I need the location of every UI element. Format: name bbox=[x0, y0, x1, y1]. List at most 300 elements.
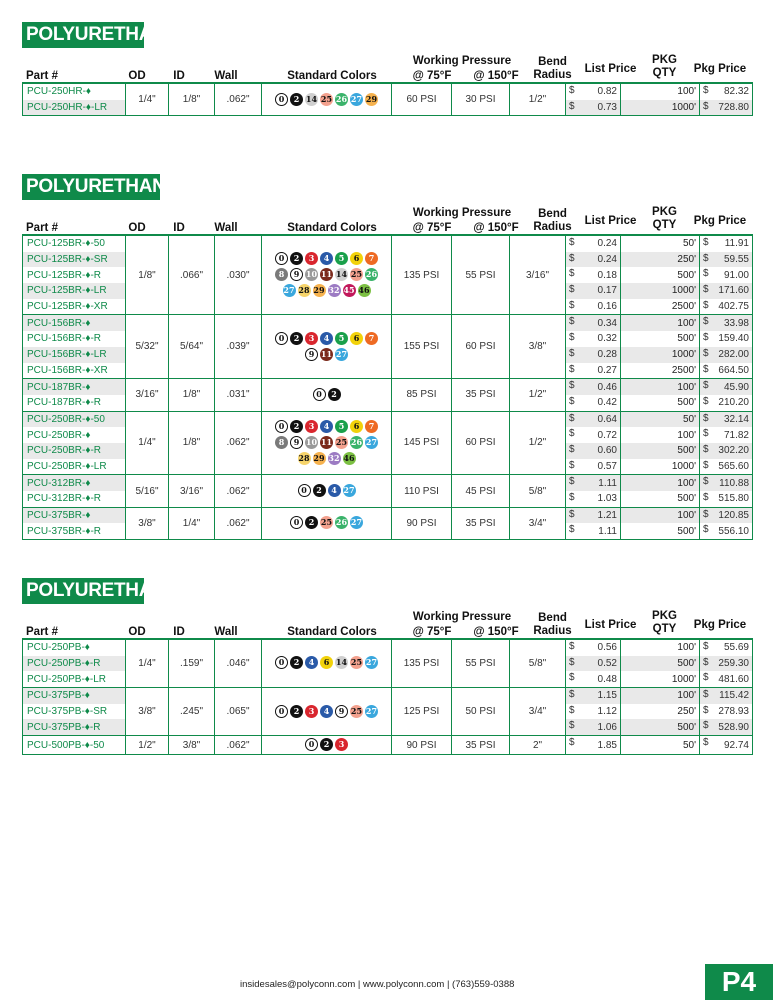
pkg-price bbox=[700, 347, 753, 363]
pkg-qty: 500' bbox=[621, 719, 700, 735]
list-price bbox=[566, 252, 621, 268]
color-swatch: 46 bbox=[343, 453, 355, 463]
p150-value: 60 PSI bbox=[452, 411, 510, 475]
header-pkg1: PKG bbox=[652, 206, 677, 218]
color-swatch: 0 bbox=[275, 332, 288, 345]
currency-symbol: $ bbox=[703, 656, 709, 668]
currency-symbol: $ bbox=[703, 412, 709, 424]
color-swatch: 6 bbox=[350, 332, 363, 345]
color-swatch-row bbox=[262, 452, 391, 466]
contact-footer: insidesales@polyconn.com | www.polyconn.com | (763)559-0388 bbox=[240, 979, 515, 990]
header-wp: Working Pressure bbox=[412, 611, 512, 623]
header-od: OD bbox=[128, 222, 146, 234]
color-swatch: 2 bbox=[305, 516, 318, 529]
table-row bbox=[23, 315, 753, 331]
product-table bbox=[22, 638, 753, 755]
pkg-qty: 1000' bbox=[621, 100, 700, 116]
currency-symbol: $ bbox=[703, 737, 709, 749]
pkg-price-value: 110.88 bbox=[719, 477, 749, 489]
p75-value: 85 PSI bbox=[392, 379, 452, 411]
pkg-qty: 1000' bbox=[621, 283, 700, 299]
list-price bbox=[566, 235, 621, 252]
part-number: PCU-250BR-♦-R bbox=[23, 443, 126, 459]
color-swatch: 7 bbox=[365, 420, 378, 433]
wall-value: .031" bbox=[215, 379, 262, 411]
list-price bbox=[566, 671, 621, 687]
list-price bbox=[566, 347, 621, 363]
currency-symbol: $ bbox=[569, 237, 575, 248]
standard-colors bbox=[262, 411, 392, 475]
color-swatch: 29 bbox=[313, 453, 325, 463]
wall-value: .065" bbox=[215, 688, 262, 736]
pkg-price-value: 91.00 bbox=[723, 269, 749, 281]
color-swatch: 14 bbox=[305, 93, 318, 104]
color-swatch: 0 bbox=[275, 420, 288, 433]
header-bend2: Radius bbox=[533, 625, 572, 637]
list-price-value: 0.73 bbox=[597, 102, 617, 114]
standard-colors bbox=[262, 315, 392, 379]
color-swatch: 5 bbox=[335, 420, 348, 433]
table-row bbox=[23, 379, 753, 395]
color-swatch-row bbox=[262, 738, 391, 752]
bend-value: 5/8" bbox=[510, 475, 566, 507]
color-swatch: 26 bbox=[335, 93, 348, 104]
table-row bbox=[23, 688, 753, 704]
list-price-value: 0.32 bbox=[597, 333, 617, 345]
pkg-price-value: 32.14 bbox=[723, 413, 749, 425]
color-swatch: 32 bbox=[328, 453, 340, 463]
pkg-qty: 1000' bbox=[621, 671, 700, 687]
color-swatch: 0 bbox=[275, 705, 288, 718]
id-value: .245" bbox=[169, 688, 215, 736]
pkg-price bbox=[700, 267, 753, 283]
table-row bbox=[23, 507, 753, 523]
pkg-qty: 100' bbox=[621, 639, 700, 656]
id-value: 1/4" bbox=[169, 507, 215, 539]
list-price-value: 0.24 bbox=[597, 238, 617, 250]
pkg-qty: 500' bbox=[621, 656, 700, 672]
standard-colors bbox=[262, 475, 392, 507]
currency-symbol: $ bbox=[703, 85, 709, 96]
p150-value: 35 PSI bbox=[452, 507, 510, 539]
color-swatch: 6 bbox=[350, 252, 363, 265]
header-bend1: Bend bbox=[538, 612, 567, 624]
currency-symbol: $ bbox=[569, 395, 575, 407]
currency-symbol: $ bbox=[569, 85, 575, 96]
list-price bbox=[566, 315, 621, 331]
pkg-price-value: 282.00 bbox=[718, 349, 749, 361]
p150-value: 30 PSI bbox=[452, 83, 510, 116]
header-pkg1: PKG bbox=[652, 54, 677, 66]
color-swatch-row bbox=[262, 484, 391, 498]
currency-symbol: $ bbox=[569, 347, 575, 359]
pkg-price-value: 664.50 bbox=[718, 364, 749, 376]
pkg-qty: 50' bbox=[621, 411, 700, 427]
pkg-price bbox=[700, 83, 753, 100]
pkg-price-value: 171.60 bbox=[718, 285, 749, 297]
currency-symbol: $ bbox=[703, 492, 709, 503]
pkg-qty: 500' bbox=[621, 395, 700, 411]
header-colors: Standard Colors bbox=[287, 222, 377, 234]
currency-symbol: $ bbox=[703, 443, 709, 455]
header-part: Part # bbox=[26, 626, 58, 638]
color-swatch: 45 bbox=[343, 285, 355, 296]
currency-symbol: $ bbox=[569, 508, 575, 520]
list-price-value: 0.57 bbox=[597, 460, 617, 472]
color-swatch: 25 bbox=[350, 705, 363, 716]
list-price-value: 0.34 bbox=[597, 317, 617, 329]
part-number: PCU-187BR-♦ bbox=[23, 379, 126, 395]
id-value: 3/8" bbox=[169, 736, 215, 755]
pkg-price bbox=[700, 704, 753, 720]
pkg-qty: 1000' bbox=[621, 459, 700, 475]
list-price bbox=[566, 704, 621, 720]
currency-symbol: $ bbox=[569, 268, 575, 280]
color-swatch: 0 bbox=[275, 93, 288, 106]
part-number: PCU-250BR-♦-LR bbox=[23, 459, 126, 475]
currency-symbol: $ bbox=[569, 316, 575, 328]
standard-colors bbox=[262, 639, 392, 688]
header-part: Part # bbox=[26, 222, 58, 234]
header-colors: Standard Colors bbox=[287, 626, 377, 638]
list-price-value: 0.24 bbox=[597, 254, 617, 266]
color-swatch: 25 bbox=[320, 93, 333, 104]
currency-symbol: $ bbox=[569, 672, 575, 684]
pkg-price-value: 115.42 bbox=[719, 690, 749, 702]
pkg-qty: 50' bbox=[621, 736, 700, 755]
currency-symbol: $ bbox=[569, 363, 575, 375]
pkg-price bbox=[700, 100, 753, 116]
part-number: PCU-312BR-♦ bbox=[23, 475, 126, 491]
list-price-value: 1.12 bbox=[597, 706, 617, 718]
page-number-tag: P4 bbox=[705, 964, 773, 1000]
color-swatch: 27 bbox=[283, 285, 295, 296]
color-swatch: 27 bbox=[343, 484, 355, 495]
color-swatch: 4 bbox=[320, 420, 333, 433]
color-swatch: 27 bbox=[365, 657, 378, 668]
list-price-value: 0.64 bbox=[597, 413, 617, 425]
header-bend2: Radius bbox=[533, 221, 572, 233]
pkg-price bbox=[700, 299, 753, 315]
currency-symbol: $ bbox=[569, 299, 575, 311]
header-pkg1: PKG bbox=[652, 610, 677, 622]
p75-value: 60 PSI bbox=[392, 83, 452, 116]
color-swatch: 3 bbox=[335, 738, 348, 751]
pkg-price-value: 210.20 bbox=[718, 397, 749, 409]
header-t75: @ 75°F bbox=[412, 222, 452, 234]
color-swatch: 3 bbox=[305, 420, 318, 433]
pkg-price bbox=[700, 459, 753, 475]
currency-symbol: $ bbox=[703, 459, 709, 471]
currency-symbol: $ bbox=[569, 656, 575, 668]
currency-symbol: $ bbox=[703, 524, 709, 536]
currency-symbol: $ bbox=[703, 284, 709, 296]
pkg-price bbox=[700, 475, 753, 491]
list-price-value: 1.85 bbox=[597, 739, 617, 751]
header-list: List Price bbox=[584, 619, 637, 631]
header-pkg2: QTY bbox=[652, 623, 677, 635]
color-swatch: 0 bbox=[298, 484, 311, 497]
list-price bbox=[566, 100, 621, 116]
color-swatch-row bbox=[262, 332, 391, 346]
part-number: PCU-375BR-♦-R bbox=[23, 523, 126, 539]
p75-value: 125 PSI bbox=[392, 688, 452, 736]
color-swatch: 27 bbox=[365, 705, 378, 716]
table-row bbox=[23, 475, 753, 491]
pkg-price-value: 259.30 bbox=[718, 658, 749, 670]
standard-colors bbox=[262, 688, 392, 736]
currency-symbol: $ bbox=[569, 476, 575, 488]
bend-value: 3/8" bbox=[510, 315, 566, 379]
pkg-price-value: 302.20 bbox=[718, 445, 749, 457]
color-swatch: 25 bbox=[350, 269, 363, 280]
product-table bbox=[22, 82, 753, 116]
color-swatch: 8 bbox=[275, 436, 288, 449]
part-number: PCU-125BR-♦-SR bbox=[23, 252, 126, 268]
color-swatch: 0 bbox=[305, 738, 318, 751]
table-row bbox=[23, 83, 753, 100]
color-swatch: 26 bbox=[365, 269, 378, 280]
list-price-value: 1.11 bbox=[598, 525, 617, 537]
pkg-price bbox=[700, 671, 753, 687]
pkg-qty: 500' bbox=[621, 491, 700, 507]
list-price-value: 0.82 bbox=[597, 86, 617, 98]
part-number: PCU-250PB-♦ bbox=[23, 639, 126, 656]
bend-value: 2" bbox=[510, 736, 566, 755]
table-row bbox=[23, 235, 753, 252]
currency-symbol: $ bbox=[703, 363, 709, 375]
color-swatch: 2 bbox=[290, 656, 303, 669]
part-number: PCU-250PB-♦-LR bbox=[23, 671, 126, 687]
color-swatch: 7 bbox=[365, 332, 378, 345]
color-swatch: 3 bbox=[305, 252, 318, 265]
list-price bbox=[566, 475, 621, 491]
pkg-price bbox=[700, 427, 753, 443]
p150-value: 50 PSI bbox=[452, 688, 510, 736]
color-swatch: 26 bbox=[350, 436, 363, 447]
color-swatch-row bbox=[262, 388, 391, 402]
header-pkgprice: Pkg Price bbox=[693, 63, 747, 75]
color-swatch: 9 bbox=[290, 268, 303, 281]
currency-symbol: $ bbox=[703, 672, 709, 684]
wall-value: .062" bbox=[215, 736, 262, 755]
table-row bbox=[23, 736, 753, 755]
part-number: PCU-375PB-♦ bbox=[23, 688, 126, 704]
od-value: 3/8" bbox=[126, 507, 169, 539]
list-price-value: 1.11 bbox=[598, 477, 617, 489]
pkg-qty: 250' bbox=[621, 704, 700, 720]
currency-symbol: $ bbox=[703, 380, 709, 392]
currency-symbol: $ bbox=[569, 428, 575, 440]
part-number: PCU-312BR-♦-R bbox=[23, 491, 126, 507]
wall-value: .062" bbox=[215, 475, 262, 507]
p150-value: 35 PSI bbox=[452, 379, 510, 411]
pkg-qty: 2500' bbox=[621, 299, 700, 315]
currency-symbol: $ bbox=[569, 332, 575, 344]
currency-symbol: $ bbox=[703, 316, 709, 328]
p75-value: 135 PSI bbox=[392, 639, 452, 688]
color-swatch: 2 bbox=[290, 332, 303, 345]
header-id: ID bbox=[173, 70, 185, 82]
currency-symbol: $ bbox=[569, 100, 575, 112]
color-swatch: 3 bbox=[305, 705, 318, 718]
pkg-qty: 100' bbox=[621, 427, 700, 443]
color-swatch: 25 bbox=[335, 436, 348, 447]
color-swatch: 2 bbox=[290, 252, 303, 265]
wall-value: .039" bbox=[215, 315, 262, 379]
currency-symbol: $ bbox=[569, 492, 575, 503]
table-row bbox=[23, 411, 753, 427]
part-number: PCU-375BR-♦ bbox=[23, 507, 126, 523]
standard-colors bbox=[262, 379, 392, 411]
list-price bbox=[566, 267, 621, 283]
color-swatch-row bbox=[262, 420, 391, 434]
wall-value: .046" bbox=[215, 639, 262, 688]
color-swatch: 10 bbox=[305, 269, 318, 280]
pkg-price-value: 55.69 bbox=[723, 642, 749, 654]
currency-symbol: $ bbox=[703, 428, 709, 440]
color-swatch: 4 bbox=[320, 252, 333, 265]
currency-symbol: $ bbox=[703, 100, 709, 112]
p75-value: 155 PSI bbox=[392, 315, 452, 379]
pkg-price bbox=[700, 719, 753, 735]
section-title: POLYURETHANE 70A bbox=[22, 22, 144, 48]
pkg-price bbox=[700, 331, 753, 347]
part-number: PCU-125BR-♦-R bbox=[23, 267, 126, 283]
currency-symbol: $ bbox=[569, 689, 575, 701]
list-price-value: 1.06 bbox=[597, 721, 617, 733]
currency-symbol: $ bbox=[703, 508, 709, 520]
p75-value: 135 PSI bbox=[392, 235, 452, 315]
currency-symbol: $ bbox=[569, 737, 575, 749]
list-price bbox=[566, 656, 621, 672]
p75-value: 145 PSI bbox=[392, 411, 452, 475]
list-price-value: 0.16 bbox=[597, 301, 617, 313]
bend-value: 5/8" bbox=[510, 639, 566, 688]
pkg-qty: 250' bbox=[621, 252, 700, 268]
color-swatch-row bbox=[262, 516, 391, 530]
currency-symbol: $ bbox=[569, 412, 575, 424]
header-wall: Wall bbox=[214, 626, 238, 638]
pkg-price-value: 59.55 bbox=[723, 254, 749, 266]
color-swatch: 29 bbox=[365, 93, 378, 104]
header-list: List Price bbox=[584, 63, 637, 75]
header-id: ID bbox=[173, 222, 185, 234]
wall-value: .062" bbox=[215, 411, 262, 475]
part-number: PCU-375PB-♦-SR bbox=[23, 704, 126, 720]
list-price-value: 1.15 bbox=[597, 690, 617, 702]
id-value: 3/16" bbox=[169, 475, 215, 507]
list-price bbox=[566, 379, 621, 395]
standard-colors bbox=[262, 83, 392, 116]
color-swatch-row bbox=[262, 93, 391, 107]
product-table bbox=[22, 234, 753, 540]
list-price bbox=[566, 411, 621, 427]
color-swatch: 2 bbox=[290, 705, 303, 718]
header-od: OD bbox=[128, 626, 146, 638]
standard-colors bbox=[262, 507, 392, 539]
color-swatch: 27 bbox=[365, 436, 378, 447]
list-price-value: 0.60 bbox=[597, 445, 617, 457]
pkg-price-value: 92.74 bbox=[723, 739, 749, 751]
pkg-qty: 500' bbox=[621, 267, 700, 283]
section-title: POLYURETHANE 90A bbox=[22, 578, 144, 604]
color-swatch-row bbox=[262, 656, 391, 670]
header-list: List Price bbox=[584, 215, 637, 227]
list-price-value: 0.28 bbox=[597, 349, 617, 361]
color-swatch: 29 bbox=[313, 285, 325, 296]
pkg-qty: 100' bbox=[621, 83, 700, 100]
list-price bbox=[566, 507, 621, 523]
color-swatch: 8 bbox=[275, 268, 288, 281]
header-bend1: Bend bbox=[538, 208, 567, 220]
currency-symbol: $ bbox=[703, 720, 709, 732]
pkg-price-value: 45.90 bbox=[723, 381, 749, 393]
pkg-price-value: 481.60 bbox=[718, 673, 749, 685]
od-value: 1/8" bbox=[126, 235, 169, 315]
id-value: 1/8" bbox=[169, 379, 215, 411]
color-swatch-row bbox=[262, 348, 391, 362]
color-swatch-row bbox=[262, 268, 391, 282]
currency-symbol: $ bbox=[569, 720, 575, 732]
pkg-price bbox=[700, 639, 753, 656]
header-id: ID bbox=[173, 626, 185, 638]
currency-symbol: $ bbox=[703, 237, 709, 248]
pkg-price bbox=[700, 688, 753, 704]
pkg-qty: 100' bbox=[621, 379, 700, 395]
list-price-value: 0.18 bbox=[597, 269, 617, 281]
color-swatch: 7 bbox=[365, 252, 378, 265]
color-swatch: 10 bbox=[305, 436, 318, 447]
p75-value: 90 PSI bbox=[392, 507, 452, 539]
list-price bbox=[566, 299, 621, 315]
currency-symbol: $ bbox=[703, 347, 709, 359]
pkg-qty: 100' bbox=[621, 688, 700, 704]
color-swatch: 5 bbox=[335, 332, 348, 345]
od-value: 1/2" bbox=[126, 736, 169, 755]
color-swatch: 25 bbox=[320, 517, 333, 528]
currency-symbol: $ bbox=[703, 268, 709, 280]
header-wall: Wall bbox=[214, 70, 238, 82]
color-swatch: 27 bbox=[350, 93, 363, 104]
part-number: PCU-250HR-♦-LR bbox=[23, 100, 126, 116]
list-price-value: 1.21 bbox=[597, 510, 617, 522]
currency-symbol: $ bbox=[569, 284, 575, 296]
part-number: PCU-156BR-♦-XR bbox=[23, 363, 126, 379]
part-number: PCU-125BR-♦-LR bbox=[23, 283, 126, 299]
header-t75: @ 75°F bbox=[412, 626, 452, 638]
pkg-price-value: 11.91 bbox=[724, 238, 749, 250]
color-swatch: 4 bbox=[305, 656, 318, 669]
color-swatch: 9 bbox=[335, 705, 348, 718]
header-t150: @ 150°F bbox=[473, 626, 519, 638]
section-title: POLYURETHANE 85A bbox=[22, 174, 160, 200]
color-swatch: 14 bbox=[335, 657, 348, 668]
pkg-price bbox=[700, 491, 753, 507]
color-swatch-row bbox=[262, 436, 391, 450]
pkg-price bbox=[700, 283, 753, 299]
pkg-price-value: 71.82 bbox=[723, 429, 749, 441]
p150-value: 60 PSI bbox=[452, 315, 510, 379]
color-swatch: 32 bbox=[328, 285, 340, 296]
list-price bbox=[566, 491, 621, 507]
list-price-value: 0.52 bbox=[597, 658, 617, 670]
header-pkgprice: Pkg Price bbox=[693, 619, 747, 631]
color-swatch: 4 bbox=[328, 484, 341, 497]
color-swatch-row bbox=[262, 284, 391, 298]
color-swatch: 2 bbox=[320, 738, 333, 751]
list-price bbox=[566, 688, 621, 704]
